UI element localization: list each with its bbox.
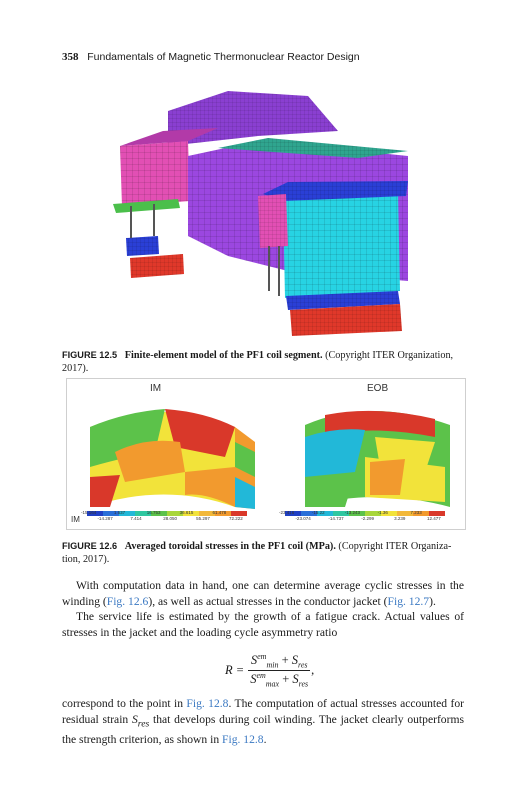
eq-plus: + — [281, 653, 289, 668]
scale-tick-label: 7.233 — [410, 510, 422, 515]
eq-sub: max — [265, 679, 280, 689]
scale-tick-label: -14.737 — [328, 516, 344, 521]
sres-sub: res — [137, 717, 150, 729]
body-paragraph-3 — [62, 696, 464, 747]
eq-lhs: R — [225, 662, 233, 677]
figure-12-6-stress-maps — [66, 378, 466, 530]
scale-tick-label: -15.22 — [311, 510, 325, 515]
scale-tick-label: 55.297 — [196, 516, 210, 521]
scale-tick-label: 7.414 — [130, 516, 142, 521]
eq-sub: res — [298, 660, 308, 670]
para-text: . The computation of actual stresses accounted for residual strain — [62, 697, 464, 726]
eq-sup: em — [257, 652, 267, 661]
scale-tick-label: -23.416 — [279, 510, 295, 515]
figure-title: Averaged toroidal stresses in the PF1 coil (MPa). — [124, 541, 336, 552]
sres-symbol: S — [132, 712, 138, 726]
para-text: ). — [429, 594, 436, 608]
figure-credit: (Copyright ITER Organization, 2017). — [62, 350, 454, 374]
figure-title: Finite-element model of the PF1 coil segment. — [124, 350, 323, 361]
eq-trail: , — [311, 662, 315, 677]
fig-12-8-link[interactable]: Fig. 12.8 — [222, 732, 264, 746]
eq-s: S — [291, 653, 298, 668]
figure-12-5-caption — [62, 349, 464, 375]
scale-tick-label: -1.36 — [377, 510, 388, 515]
para-text: . — [263, 732, 267, 746]
para-text: With computation data in hand, one can determine average cyclic stresses in the winding ( — [62, 579, 464, 608]
body-paragraph-2: The service life is estimated by the growth of a fatigue crack. Actual values of stresses in the jacket and the loading cycle asymmetry ratio — [62, 610, 464, 639]
body-paragraph-1 — [62, 578, 464, 640]
eq-sup: em — [256, 670, 266, 680]
stress-map-im — [85, 397, 260, 512]
eq-sub: min — [266, 660, 279, 670]
fig-12-8-link[interactable]: Fig. 12.8 — [186, 697, 229, 710]
scale-tick-label: -2.299 — [361, 516, 374, 521]
scale-tick-label: 28.050 — [163, 516, 177, 521]
panel-title-eob: EOB — [367, 383, 389, 394]
eq-plus: + — [282, 671, 290, 686]
scale-tick-label: -15.164 — [81, 510, 97, 515]
eq-s: S — [250, 653, 258, 668]
para-text: correspond to the point in — [62, 697, 187, 710]
figure-12-6-caption — [62, 540, 464, 566]
eq-s: S — [250, 671, 257, 686]
scale-tick-label: -23.074 — [295, 516, 311, 521]
scale-tick-label: 1.637 — [113, 510, 126, 515]
eq-s: S — [292, 671, 299, 686]
equation-asymmetry-ratio: R = $S^{em}_{min} + S_{res}$ , $S^{em}_{max} + S_{res}$ — [225, 652, 315, 689]
scale-tick-label: 12.477 — [427, 516, 441, 521]
running-title: Fundamentals of Magnetic Thermonuclear Reactor Design — [87, 51, 360, 63]
figure-label: FIGURE 12.6 — [62, 541, 118, 551]
page-number: 358 — [62, 51, 79, 63]
panel-title-im: IM — [150, 383, 162, 394]
para-text: ), as well as actual stresses in the conductor jacket ( — [148, 594, 388, 608]
scale-tick-label: 61.478 — [212, 510, 227, 515]
figure-label: FIGURE 12.5 — [62, 350, 118, 360]
scale-tick-label: 72.222 — [229, 516, 243, 521]
eq-sub: res — [298, 679, 309, 689]
scale-tick-label: 16.753 — [146, 510, 161, 515]
im-corner-label: IM — [71, 515, 80, 524]
scale-tick-label: 36.615 — [179, 510, 194, 515]
running-header — [62, 51, 360, 63]
stress-map-eob — [285, 397, 455, 512]
fig-12-7-link[interactable]: Fig. 12.7 — [387, 594, 430, 608]
para-text: that develops during coil winding. The jacket clearly outperforms the strength criterion, as shown in — [62, 712, 464, 746]
fig-12-6-link[interactable]: Fig. 12.6 — [106, 594, 149, 608]
scale-tick-label: 3.239 — [394, 516, 406, 521]
figure-12-5-fe-model — [108, 86, 428, 346]
scale-tick-label: -13.243 — [344, 510, 361, 515]
scale-tick-label: -14.287 — [97, 516, 113, 521]
figure-credit: (Copyright ITER Organiza-tion, 2017). — [62, 541, 452, 565]
